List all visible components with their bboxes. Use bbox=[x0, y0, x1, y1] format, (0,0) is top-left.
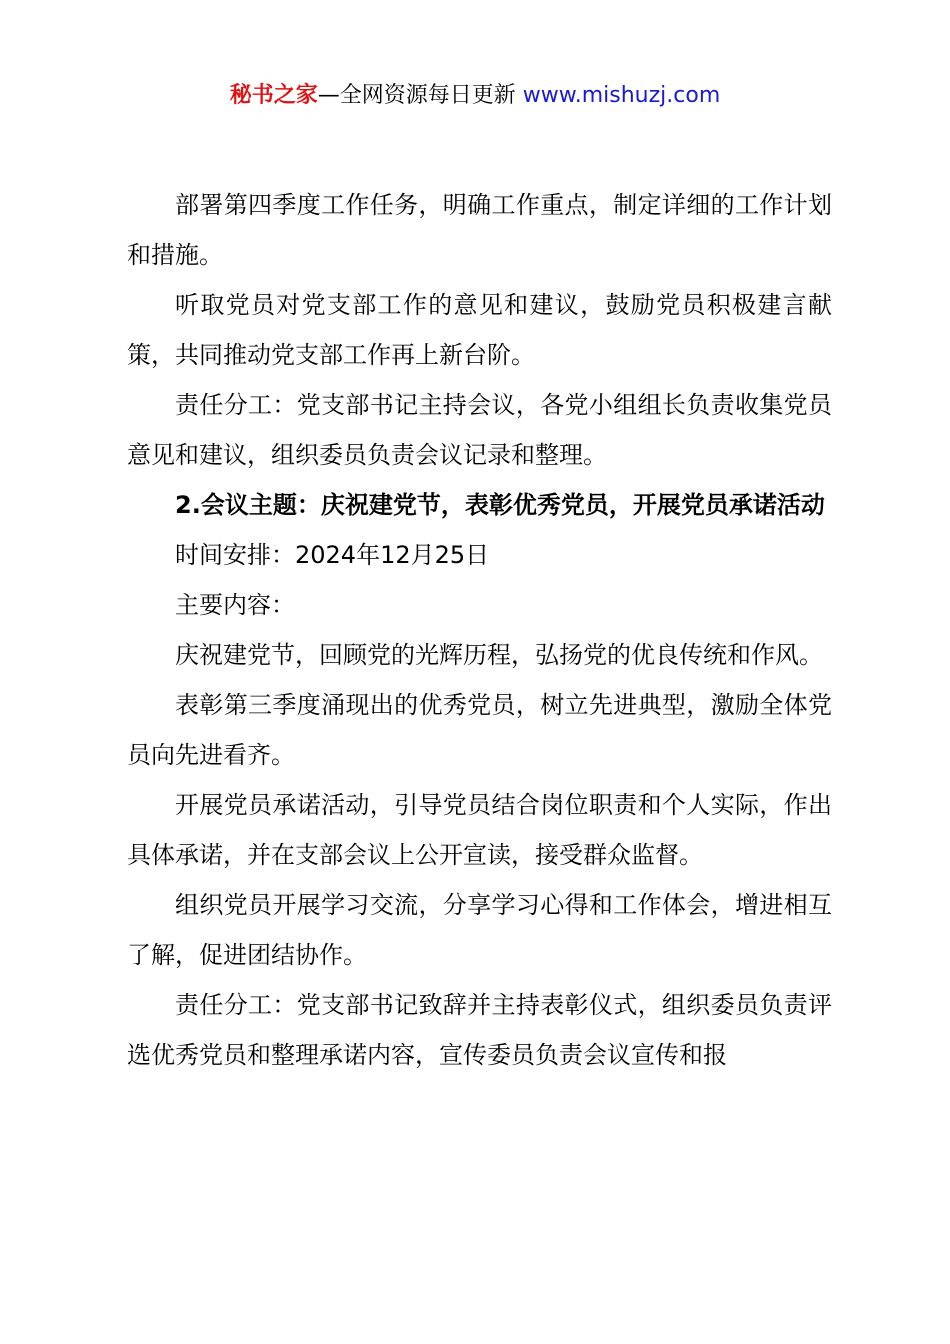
site-tagline: —全网资源每日更新 bbox=[317, 83, 516, 108]
paragraph-responsibility-2: 责任分工：党支部书记致辞并主持表彰仪式，组织委员负责评选优秀党员和整理承诺内容，宣传委员负责会议宣传和报 bbox=[127, 991, 832, 1069]
paragraph-deploy-q4-tasks: 部署第四季度工作任务，明确工作重点，制定详细的工作计划和措施。 bbox=[127, 191, 832, 269]
site-url-link[interactable]: www.mishuzj.com bbox=[522, 83, 721, 108]
paragraph-commitment: 开展党员承诺活动，引导党员结合岗位职责和个人实际，作出具体承诺，并在支部会议上公开宣读，接受群众监督。 bbox=[127, 791, 832, 869]
section-heading-meeting-2: 2.会议主题：庆祝建党节，表彰优秀党员，开展党员承诺活动 bbox=[175, 491, 825, 519]
paragraph-study-exchange: 组织党员开展学习交流，分享学习心得和工作体会，增进相互了解，促进团结协作。 bbox=[127, 891, 832, 969]
paragraph-celebrate: 庆祝建党节，回顾党的光辉历程，弘扬党的优良传统和作风。 bbox=[175, 641, 823, 669]
paragraph-schedule: 时间安排：2024年12月25日 bbox=[175, 541, 490, 569]
site-brand: 秘书之家 bbox=[229, 83, 318, 108]
paragraph-main-content-label: 主要内容： bbox=[175, 591, 295, 619]
paragraph-commend: 表彰第三季度涌现出的优秀党员，树立先进典型，激励全体党员向先进看齐。 bbox=[127, 691, 832, 769]
site-header bbox=[0, 80, 950, 112]
paragraph-responsibility-1: 责任分工：党支部书记主持会议，各党小组组长负责收集党员意见和建议，组织委员负责会议记录和整理。 bbox=[127, 391, 832, 469]
paragraph-listen-opinions: 听取党员对党支部工作的意见和建议，鼓励党员积极建言献策，共同推动党支部工作再上新台阶。 bbox=[127, 291, 832, 369]
document-body bbox=[127, 180, 832, 1080]
